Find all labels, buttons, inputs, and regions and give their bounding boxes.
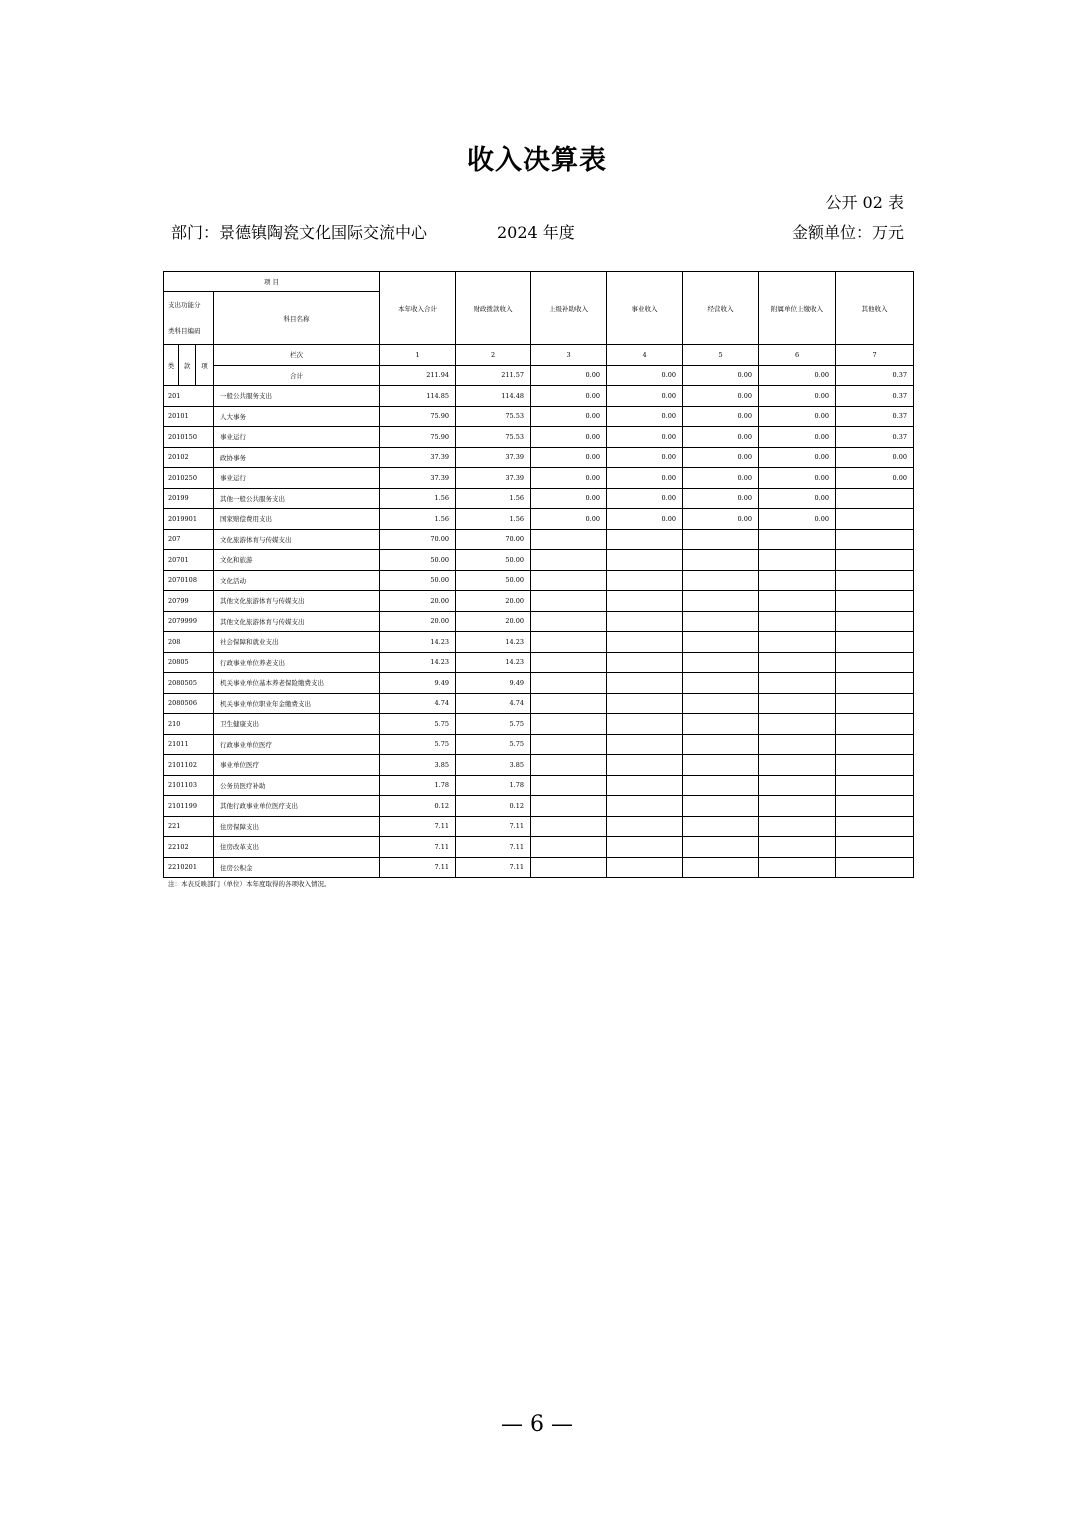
row-value-5 (683, 693, 759, 714)
header-subject-name: 科目名称 (214, 292, 380, 345)
row-value-2: 50.00 (456, 550, 531, 571)
row-name: 事业运行 (214, 427, 380, 448)
row-value-7 (836, 673, 914, 694)
row-value-2: 37.39 (456, 468, 531, 489)
row-value-3 (531, 550, 607, 571)
row-value-2: 37.39 (456, 447, 531, 468)
row-value-3 (531, 734, 607, 755)
row-value-3 (531, 775, 607, 796)
row-name: 政协事务 (214, 447, 380, 468)
row-code: 22102 (164, 837, 214, 858)
row-value-4 (607, 591, 683, 612)
row-value-5 (683, 775, 759, 796)
row-name: 机关事业单位基本养老保险缴费支出 (214, 673, 380, 694)
row-value-2: 75.53 (456, 427, 531, 448)
row-value-6 (759, 714, 836, 735)
row-value-7 (836, 796, 914, 817)
row-value-1: 9.49 (380, 673, 456, 694)
row-value-2: 7.11 (456, 837, 531, 858)
row-name: 事业单位医疗 (214, 755, 380, 776)
row-value-5 (683, 529, 759, 550)
row-value-7 (836, 529, 914, 550)
row-value-4 (607, 570, 683, 591)
row-name: 其他文化旅游体育与传媒支出 (214, 591, 380, 612)
row-value-5 (683, 632, 759, 653)
row-value-1: 5.75 (380, 734, 456, 755)
department-label: 部门：景德镇陶瓷文化国际交流中心 (171, 223, 428, 242)
row-value-5 (683, 755, 759, 776)
row-code: 2210201 (164, 857, 214, 878)
row-value-7: 0.37 (836, 427, 914, 448)
row-name: 人大事务 (214, 406, 380, 427)
row-value-5: 0.00 (683, 468, 759, 489)
row-value-6: 0.00 (759, 447, 836, 468)
table-row (164, 652, 914, 673)
row-value-2: 75.53 (456, 406, 531, 427)
row-value-4 (607, 693, 683, 714)
row-name: 住房公积金 (214, 857, 380, 878)
row-value-4 (607, 755, 683, 776)
header-col-3: 上级补助收入 (531, 272, 607, 345)
row-name: 文化旅游体育与传媒支出 (214, 529, 380, 550)
row-value-7 (836, 755, 914, 776)
col-num-4: 4 (607, 345, 683, 366)
row-value-1: 3.85 (380, 755, 456, 776)
row-value-7: 0.37 (836, 406, 914, 427)
header-col-1: 本年收入合计 (380, 272, 456, 345)
row-value-1: 50.00 (380, 570, 456, 591)
row-value-3 (531, 755, 607, 776)
row-value-5 (683, 714, 759, 735)
row-value-4: 0.00 (607, 386, 683, 407)
table-row (164, 386, 914, 407)
row-name: 其他行政事业单位医疗支出 (214, 796, 380, 817)
row-code: 2080506 (164, 693, 214, 714)
table-row (164, 509, 914, 530)
row-value-2: 14.23 (456, 632, 531, 653)
table-row (164, 796, 914, 817)
amount-unit: 金额单位：万元 (791, 223, 904, 242)
header-func-class-line2: 类科目编码 (168, 327, 201, 335)
col-num-6: 6 (759, 345, 836, 366)
table-row (164, 447, 914, 468)
row-value-7 (836, 632, 914, 653)
row-value-6 (759, 734, 836, 755)
row-value-4 (607, 550, 683, 571)
row-value-3: 0.00 (531, 427, 607, 448)
row-value-7 (836, 734, 914, 755)
row-value-5 (683, 550, 759, 571)
row-name: 住房改革支出 (214, 837, 380, 858)
row-value-4: 0.00 (607, 488, 683, 509)
table-row (164, 427, 914, 448)
row-value-6 (759, 591, 836, 612)
row-code: 2019901 (164, 509, 214, 530)
row-name: 行政事业单位医疗 (214, 734, 380, 755)
row-value-5 (683, 591, 759, 612)
row-code: 2010250 (164, 468, 214, 489)
row-value-7: 0.00 (836, 447, 914, 468)
row-value-2: 14.23 (456, 652, 531, 673)
table-note: 注：本表反映部门（单位）本年度取得的各项收入情况。 (168, 880, 331, 888)
row-value-1: 75.90 (380, 406, 456, 427)
total-label: 合计 (214, 365, 380, 386)
row-value-2: 1.56 (456, 509, 531, 530)
total-value-3: 0.00 (531, 365, 607, 386)
page-number: — 6 — (501, 1412, 573, 1437)
row-value-6 (759, 693, 836, 714)
row-value-3 (531, 857, 607, 878)
row-value-4 (607, 775, 683, 796)
row-value-3 (531, 652, 607, 673)
row-value-3: 0.00 (531, 386, 607, 407)
row-name: 文化和旅游 (214, 550, 380, 571)
row-value-3 (531, 816, 607, 837)
table-row (164, 591, 914, 612)
row-value-7 (836, 693, 914, 714)
total-value-4: 0.00 (607, 365, 683, 386)
row-value-2: 50.00 (456, 570, 531, 591)
row-code: 201 (164, 386, 214, 407)
row-code: 2010150 (164, 427, 214, 448)
row-value-7 (836, 714, 914, 735)
row-value-4 (607, 837, 683, 858)
row-value-2: 114.48 (456, 386, 531, 407)
header-lanci: 栏次 (214, 345, 380, 366)
row-value-1: 7.11 (380, 857, 456, 878)
header-xiang: 项 (196, 345, 214, 386)
row-value-1: 20.00 (380, 611, 456, 632)
row-value-5: 0.00 (683, 488, 759, 509)
row-value-3 (531, 796, 607, 817)
table-row (164, 611, 914, 632)
row-code: 21011 (164, 734, 214, 755)
row-value-4 (607, 714, 683, 735)
row-value-6 (759, 673, 836, 694)
row-value-5: 0.00 (683, 427, 759, 448)
table-row (164, 570, 914, 591)
row-value-7 (836, 509, 914, 530)
row-value-1: 114.85 (380, 386, 456, 407)
table-row (164, 550, 914, 571)
row-value-5: 0.00 (683, 509, 759, 530)
row-value-7 (836, 570, 914, 591)
row-value-7: 0.37 (836, 386, 914, 407)
row-value-2: 9.49 (456, 673, 531, 694)
row-name: 行政事业单位养老支出 (214, 652, 380, 673)
row-value-4: 0.00 (607, 406, 683, 427)
row-code: 20102 (164, 447, 214, 468)
row-value-2: 7.11 (456, 857, 531, 878)
row-name: 卫生健康支出 (214, 714, 380, 735)
table-row (164, 714, 914, 735)
header-col-4: 事业收入 (607, 272, 683, 345)
row-code: 2079999 (164, 611, 214, 632)
row-name: 文化活动 (214, 570, 380, 591)
row-name: 住房保障支出 (214, 816, 380, 837)
table-row (164, 857, 914, 878)
row-name: 国家赔偿费用支出 (214, 509, 380, 530)
row-value-1: 7.11 (380, 816, 456, 837)
row-value-4 (607, 857, 683, 878)
row-code: 2101199 (164, 796, 214, 817)
table-row (164, 734, 914, 755)
row-value-7 (836, 591, 914, 612)
row-value-1: 70.00 (380, 529, 456, 550)
row-value-6: 0.00 (759, 488, 836, 509)
col-num-3: 3 (531, 345, 607, 366)
row-code: 2070108 (164, 570, 214, 591)
row-name: 其他文化旅游体育与传媒支出 (214, 611, 380, 632)
col-num-2: 2 (456, 345, 531, 366)
row-value-3: 0.00 (531, 488, 607, 509)
row-value-1: 4.74 (380, 693, 456, 714)
row-value-6 (759, 837, 836, 858)
table-row (164, 775, 914, 796)
row-value-6: 0.00 (759, 427, 836, 448)
row-value-4 (607, 734, 683, 755)
header-func-class-line1: 支出功能分 (168, 301, 201, 309)
row-value-5 (683, 796, 759, 817)
col-num-7: 7 (836, 345, 914, 366)
row-value-2: 5.75 (456, 734, 531, 755)
row-value-5: 0.00 (683, 447, 759, 468)
row-value-5 (683, 837, 759, 858)
table-row (164, 673, 914, 694)
row-value-6 (759, 755, 836, 776)
row-value-6: 0.00 (759, 406, 836, 427)
row-value-7 (836, 550, 914, 571)
row-value-2: 4.74 (456, 693, 531, 714)
row-code: 208 (164, 632, 214, 653)
row-value-6: 0.00 (759, 509, 836, 530)
row-value-1: 14.23 (380, 632, 456, 653)
row-value-1: 1.56 (380, 488, 456, 509)
row-value-5 (683, 570, 759, 591)
total-value-5: 0.00 (683, 365, 759, 386)
total-value-6: 0.00 (759, 365, 836, 386)
row-value-5: 0.00 (683, 386, 759, 407)
row-value-3 (531, 591, 607, 612)
row-value-3 (531, 714, 607, 735)
row-value-6 (759, 632, 836, 653)
row-value-4 (607, 611, 683, 632)
row-value-1: 37.39 (380, 447, 456, 468)
row-code: 20799 (164, 591, 214, 612)
row-value-4 (607, 796, 683, 817)
table-row (164, 529, 914, 550)
table-row (164, 488, 914, 509)
table-row (164, 837, 914, 858)
row-name: 事业运行 (214, 468, 380, 489)
row-value-7 (836, 652, 914, 673)
total-value-7: 0.37 (836, 365, 914, 386)
report-title: 收入决算表 (467, 145, 607, 176)
row-value-6: 0.00 (759, 468, 836, 489)
row-code: 2101103 (164, 775, 214, 796)
header-project: 项 目 (164, 272, 380, 292)
row-value-4 (607, 673, 683, 694)
row-code: 2080505 (164, 673, 214, 694)
row-value-3: 0.00 (531, 447, 607, 468)
table-row (164, 406, 914, 427)
row-value-2: 5.75 (456, 714, 531, 735)
table-row (164, 755, 914, 776)
row-value-5 (683, 734, 759, 755)
row-code: 20805 (164, 652, 214, 673)
row-value-5 (683, 611, 759, 632)
row-value-3 (531, 673, 607, 694)
total-value-2: 211.57 (456, 365, 531, 386)
row-value-3 (531, 632, 607, 653)
header-func-class (164, 292, 214, 345)
row-value-2: 70.00 (456, 529, 531, 550)
row-name: 其他一般公共服务支出 (214, 488, 380, 509)
row-value-3 (531, 611, 607, 632)
row-value-1: 5.75 (380, 714, 456, 735)
col-num-1: 1 (380, 345, 456, 366)
row-value-6 (759, 796, 836, 817)
row-value-7 (836, 775, 914, 796)
row-value-4: 0.00 (607, 447, 683, 468)
row-code: 210 (164, 714, 214, 735)
row-value-6 (759, 611, 836, 632)
table-row (164, 468, 914, 489)
row-value-2: 7.11 (456, 816, 531, 837)
header-lei: 类 (164, 345, 179, 386)
row-value-6 (759, 550, 836, 571)
row-code: 221 (164, 816, 214, 837)
row-value-6 (759, 775, 836, 796)
row-value-7 (836, 816, 914, 837)
row-value-3: 0.00 (531, 406, 607, 427)
row-value-3 (531, 529, 607, 550)
row-value-4: 0.00 (607, 509, 683, 530)
row-value-1: 7.11 (380, 837, 456, 858)
row-value-6 (759, 652, 836, 673)
row-value-2: 20.00 (456, 611, 531, 632)
col-num-5: 5 (683, 345, 759, 366)
row-name: 一般公共服务支出 (214, 386, 380, 407)
row-value-4: 0.00 (607, 427, 683, 448)
fiscal-year: 2024 年度 (497, 223, 575, 242)
row-value-4 (607, 652, 683, 673)
row-code: 207 (164, 529, 214, 550)
row-value-7: 0.00 (836, 468, 914, 489)
header-col-7: 其他收入 (836, 272, 914, 345)
row-value-1: 75.90 (380, 427, 456, 448)
row-value-1: 1.78 (380, 775, 456, 796)
table-row (164, 816, 914, 837)
row-value-2: 3.85 (456, 755, 531, 776)
row-value-5 (683, 652, 759, 673)
row-value-4 (607, 529, 683, 550)
row-value-1: 50.00 (380, 550, 456, 571)
row-value-2: 0.12 (456, 796, 531, 817)
row-code: 2101102 (164, 755, 214, 776)
header-col-5: 经营收入 (683, 272, 759, 345)
row-code: 20701 (164, 550, 214, 571)
row-value-2: 1.56 (456, 488, 531, 509)
row-value-1: 1.56 (380, 509, 456, 530)
row-name: 社会保障和就业支出 (214, 632, 380, 653)
row-value-5 (683, 816, 759, 837)
row-value-5: 0.00 (683, 406, 759, 427)
income-table (163, 271, 914, 878)
row-value-1: 0.12 (380, 796, 456, 817)
row-value-3 (531, 693, 607, 714)
row-value-5 (683, 857, 759, 878)
row-value-1: 20.00 (380, 591, 456, 612)
row-value-7 (836, 488, 914, 509)
row-value-4: 0.00 (607, 468, 683, 489)
row-name: 公务员医疗补助 (214, 775, 380, 796)
row-value-7 (836, 857, 914, 878)
row-value-6: 0.00 (759, 386, 836, 407)
row-value-7 (836, 611, 914, 632)
row-value-1: 37.39 (380, 468, 456, 489)
row-value-3: 0.00 (531, 468, 607, 489)
table-row (164, 693, 914, 714)
row-value-6 (759, 857, 836, 878)
row-value-3 (531, 570, 607, 591)
row-value-6 (759, 570, 836, 591)
row-value-1: 14.23 (380, 652, 456, 673)
row-value-4 (607, 816, 683, 837)
row-value-6 (759, 816, 836, 837)
row-value-3 (531, 837, 607, 858)
total-value-1: 211.94 (380, 365, 456, 386)
header-kuan: 款 (179, 345, 196, 386)
header-col-2: 财政拨款收入 (456, 272, 531, 345)
table-row (164, 632, 914, 653)
row-value-2: 20.00 (456, 591, 531, 612)
row-code: 20101 (164, 406, 214, 427)
row-value-2: 1.78 (456, 775, 531, 796)
row-value-3: 0.00 (531, 509, 607, 530)
row-name: 机关事业单位职业年金缴费支出 (214, 693, 380, 714)
row-value-5 (683, 673, 759, 694)
row-value-7 (836, 837, 914, 858)
row-value-4 (607, 632, 683, 653)
row-value-6 (759, 529, 836, 550)
header-col-6: 附属单位上缴收入 (759, 272, 836, 345)
row-code: 20199 (164, 488, 214, 509)
form-code: 公开 02 表 (825, 193, 904, 212)
